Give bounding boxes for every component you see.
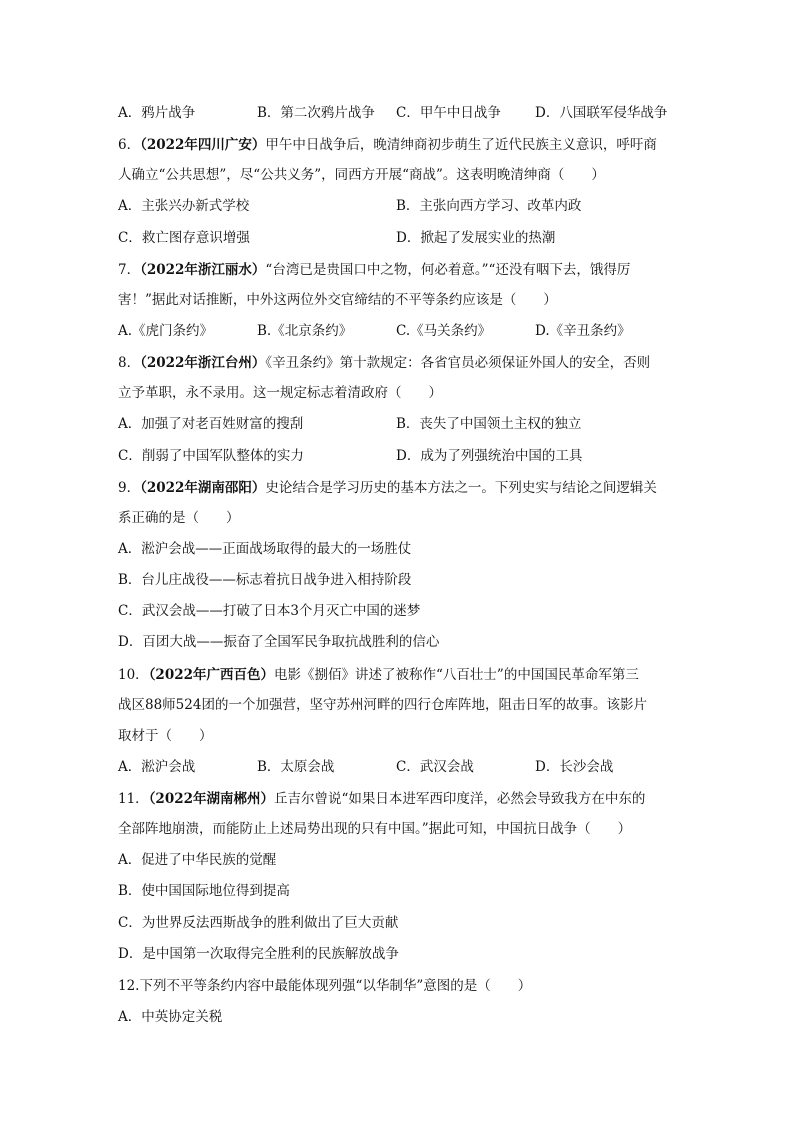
q8-option-b[interactable]: B．丧失了中国领土主权的独立 (396, 416, 582, 432)
q7-option-d[interactable]: D.《辛丑条约》 (535, 323, 631, 339)
q10-option-c[interactable]: C．武汉会战 (396, 759, 474, 775)
q9-option-b[interactable]: B．台儿庄战役——标志着抗日战争进入相持阶段 (118, 572, 412, 588)
q11-option-b[interactable]: B．使中国国际地位得到提高 (118, 883, 290, 899)
q5-option-a[interactable]: A．鸦片战争 (118, 105, 196, 121)
q10-stem-line2: 战区88师524团的一个加强营，坚守苏州河畔的四行仓库阵地，阻击日军的故事。该影片 (118, 697, 647, 713)
q10-option-d[interactable]: D．长沙会战 (535, 759, 614, 775)
q7-number: 7． (118, 262, 141, 278)
q6-option-c[interactable]: C．救亡图存意识增强 (118, 230, 250, 246)
q11-stem-line2: 全部阵地崩溃，而能防止上述局势出现的只有中国。”据此可知，中国抗日战争（ ） (118, 821, 632, 837)
q7-stem-line2: 害！”据此对话推断，中外这两位外交官缔结的不平等条约应该是（ ） (118, 292, 557, 308)
q8-number: 8． (118, 355, 141, 371)
q10-stem-line3: 取材于（ ） (118, 728, 213, 744)
q6-option-b[interactable]: B．主张向西方学习、改革内政 (396, 198, 582, 214)
q7-option-b[interactable]: B.《北京条约》 (257, 323, 353, 339)
q6-stem-line1 (118, 135, 657, 155)
q7-option-c[interactable]: C.《马关条约》 (396, 323, 492, 339)
q9-option-d[interactable]: D．百团大战——振奋了全国军民争取抗战胜利的信心 (118, 634, 440, 650)
q6-option-d[interactable]: D．掀起了发展实业的热潮 (396, 230, 556, 246)
q6-number: 6． (118, 137, 141, 153)
q12-option-a[interactable]: A．中英协定关税 (118, 1009, 223, 1025)
q9-text1: 史论结合是学习历史的基本方法之一。下列史实与结论之间逻辑关 (265, 480, 657, 496)
q8-source: （2022年浙江台州） (140, 355, 266, 371)
q11-option-d[interactable]: D．是中国第一次取得完全胜利的民族解放战争 (118, 946, 399, 962)
q10-text1: 电影《捌佰》讲述了被称作“八百壮士”的中国国民革命军第三 (274, 667, 639, 683)
q9-number: 9． (118, 480, 141, 496)
q6-option-a[interactable]: A．主张兴办新式学校 (118, 198, 250, 214)
q5-option-c[interactable]: C．甲午中日战争 (396, 105, 501, 121)
q10-number: 10． (118, 667, 149, 683)
q7-stem-line1 (118, 260, 630, 280)
q5-option-d[interactable]: D．八国联军侵华战争 (535, 105, 668, 121)
q6-stem-line2: 人确立“公共思想”，尽“公共义务”，同西方开展“商战”。这表明晚清绅商（ ） (118, 167, 605, 183)
q6-source: （2022年四川广安） (140, 137, 266, 153)
q7-source: （2022年浙江丽水） (140, 262, 266, 278)
q10-source: （2022年广西百色） (148, 667, 275, 683)
q9-option-c[interactable]: C．武汉会战——打破了日本3个月灭亡中国的迷梦 (118, 603, 421, 619)
q8-option-d[interactable]: D．成为了列强统治中国的工具 (396, 448, 583, 464)
q7-option-a[interactable]: A.《虎门条约》 (118, 323, 214, 339)
q7-text1: “台湾已是贵国口中之物，何必着意。”“还没有咽下去，饿得厉 (265, 262, 631, 278)
q11-option-c[interactable]: C．为世界反法西斯战争的胜利做出了巨大贡献 (118, 915, 399, 931)
q9-option-a[interactable]: A．淞沪会战——正面战场取得的最大的一场胜仗 (118, 541, 412, 557)
q10-option-b[interactable]: B．太原会战 (257, 759, 335, 775)
q8-stem-line1 (118, 353, 650, 373)
q8-stem-line2: 立予革职，永不录用。这一规定标志着清政府（ ） (118, 385, 442, 401)
q10-stem-line1 (118, 665, 639, 685)
q8-option-c[interactable]: C．削弱了中国军队整体的实力 (118, 448, 304, 464)
q9-source: （2022年湖南邵阳） (140, 480, 266, 496)
q11-stem-line1 (118, 789, 645, 809)
q11-source: （2022年湖南郴州） (148, 791, 275, 807)
q10-option-a[interactable]: A．淞沪会战 (118, 759, 196, 775)
q6-text1: 甲午中日战争后，晚清绅商初步萌生了近代民族主义意识，呼吁商 (265, 137, 657, 153)
q9-stem-line2: 系正确的是（ ） (118, 510, 240, 526)
q11-number: 11． (118, 791, 149, 807)
q12-stem-line1: 12.下列不平等条约内容中最能体现列强“以华制华”意图的是（ ） (118, 978, 532, 994)
q11-text1: 丘吉尔曾说“如果日本进军西印度洋，必然会导致我方在中东的 (274, 791, 646, 807)
q8-option-a[interactable]: A．加强了对老百姓财富的搜刮 (118, 416, 304, 432)
q11-option-a[interactable]: A．促进了中华民族的觉醒 (118, 852, 277, 868)
q8-text1: 《辛丑条约》第十款规定：各省官员必须保证外国人的安全，否则 (265, 355, 651, 371)
q9-stem-line1 (118, 478, 657, 498)
q5-option-b[interactable]: B．第二次鸦片战争 (257, 105, 375, 121)
